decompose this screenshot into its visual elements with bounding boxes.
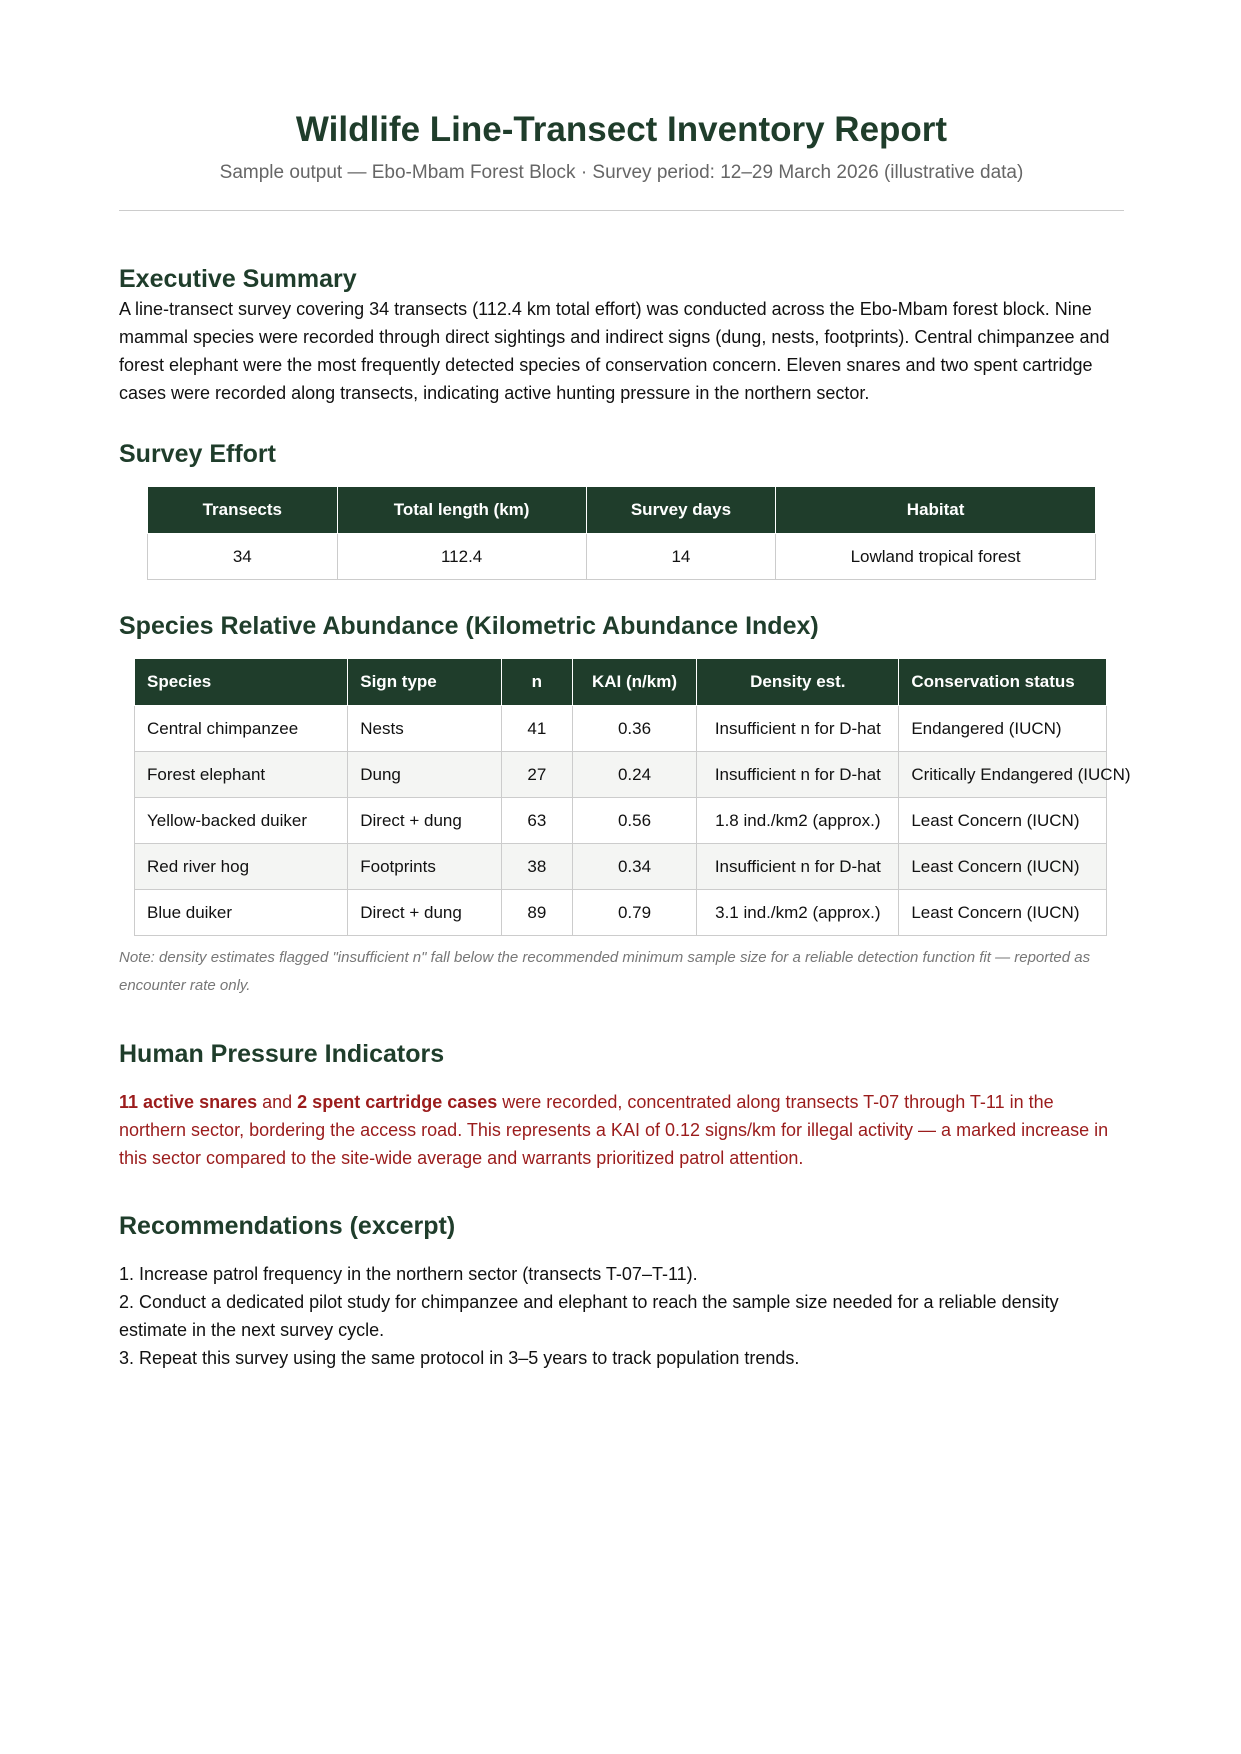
column-header: Habitat bbox=[776, 487, 1096, 534]
header-divider bbox=[119, 210, 1124, 211]
pressure-connector: and bbox=[257, 1092, 298, 1112]
report-subtitle: Sample output — Ebo-Mbam Forest Block · Survey period: 12–29 March 2026 (illustrative data) bbox=[219, 162, 1024, 183]
table-row bbox=[135, 890, 1107, 936]
table-cell: 0.24 bbox=[572, 752, 697, 798]
table-cell: Least Concern (IUCN) bbox=[899, 844, 1107, 890]
table-cell: Direct + dung bbox=[348, 890, 502, 936]
table-cell: 34 bbox=[148, 534, 338, 580]
table-cell: Central chimpanzee bbox=[135, 706, 348, 752]
human-pressure-heading: Human Pressure Indicators bbox=[119, 1040, 445, 1068]
column-header: Survey days bbox=[586, 487, 776, 534]
table-cell: 0.36 bbox=[572, 706, 697, 752]
table-cell: 0.34 bbox=[572, 844, 697, 890]
table-cell: Least Concern (IUCN) bbox=[899, 798, 1107, 844]
table-header-row bbox=[135, 659, 1107, 706]
survey-effort-heading: Survey Effort bbox=[119, 440, 276, 468]
table-cell: Dung bbox=[348, 752, 502, 798]
table-cell: 3.1 ind./km2 (approx.) bbox=[697, 890, 899, 936]
recommendations-heading: Recommendations (excerpt) bbox=[119, 1212, 456, 1240]
table-cell: Endangered (IUCN) bbox=[899, 706, 1107, 752]
table-cell: Blue duiker bbox=[135, 890, 348, 936]
table-cell: Critically Endangered (IUCN) bbox=[899, 752, 1107, 798]
table-cell: 0.56 bbox=[572, 798, 697, 844]
executive-summary-heading: Executive Summary bbox=[119, 265, 357, 293]
table-cell: Yellow-backed duiker bbox=[135, 798, 348, 844]
list-item: 1. Increase patrol frequency in the northern sector (transects T-07–T-11). bbox=[119, 1264, 698, 1284]
cartridges-count: 2 spent cartridge cases bbox=[297, 1092, 498, 1112]
table-cell: 63 bbox=[502, 798, 573, 844]
column-header: Conservation status bbox=[899, 659, 1107, 706]
table-cell: Insufficient n for D-hat bbox=[697, 844, 899, 890]
table-cell: Direct + dung bbox=[348, 798, 502, 844]
table-cell: 112.4 bbox=[337, 534, 586, 580]
column-header: Species bbox=[135, 659, 348, 706]
table-cell: Lowland tropical forest bbox=[776, 534, 1096, 580]
table-cell: Insufficient n for D-hat bbox=[697, 752, 899, 798]
report-page bbox=[119, 0, 1131, 1372]
table-cell: 38 bbox=[502, 844, 573, 890]
list-item: 3. Repeat this survey using the same protocol in 3–5 years to track population trends. bbox=[119, 1348, 800, 1368]
column-header: Density est. bbox=[697, 659, 899, 706]
column-header: Total length (km) bbox=[337, 487, 586, 534]
table-cell: 0.79 bbox=[572, 890, 697, 936]
column-header: KAI (n/km) bbox=[572, 659, 697, 706]
table-row bbox=[135, 752, 1107, 798]
table-cell: 41 bbox=[502, 706, 573, 752]
table-cell: Nests bbox=[348, 706, 502, 752]
table-cell: 14 bbox=[586, 534, 776, 580]
table-cell: Forest elephant bbox=[135, 752, 348, 798]
table-cell: Red river hog bbox=[135, 844, 348, 890]
table-cell: Least Concern (IUCN) bbox=[899, 890, 1107, 936]
report-title: Wildlife Line-Transect Inventory Report bbox=[295, 110, 948, 149]
list-item: 2. Conduct a dedicated pilot study for chimpanzee and elephant to reach the sample size needed for a reliable density estimate in the next survey cycle. bbox=[119, 1292, 1059, 1340]
table-header-row bbox=[148, 487, 1096, 534]
species-abundance-heading: Species Relative Abundance (Kilometric Abundance Index) bbox=[119, 612, 819, 640]
column-header: Sign type bbox=[348, 659, 502, 706]
column-header: Transects bbox=[148, 487, 338, 534]
table-cell: 27 bbox=[502, 752, 573, 798]
table-cell: Footprints bbox=[348, 844, 502, 890]
species-abundance-table bbox=[134, 658, 1131, 936]
survey-effort-table bbox=[147, 486, 1096, 580]
table-row bbox=[148, 534, 1096, 580]
table-row bbox=[135, 844, 1107, 890]
column-header: n bbox=[502, 659, 573, 706]
pressure-details: were recorded, concentrated along transects T-07 through T-11 in the northern sector, bordering the access road. This represents a KAI of 0.12 signs/km for illegal activity — a marked increase in this sector compared to the site-wide average and warrants prioritized patrol attention. bbox=[119, 1092, 1109, 1168]
table-row bbox=[135, 798, 1107, 844]
table-row bbox=[135, 706, 1107, 752]
table-cell: 1.8 ind./km2 (approx.) bbox=[697, 798, 899, 844]
table-cell: Insufficient n for D-hat bbox=[697, 706, 899, 752]
executive-summary-text: A line-transect survey covering 34 transects (112.4 km total effort) was conducted across the Ebo-Mbam forest block. Nine mammal species were recorded through direct sightings and indirect signs (dung, nests, footprints). Central chimpanzee and forest elephant were the most frequently detected species of conservation concern. Eleven snares and two spent cartridge cases were recorded along transects, indicating active hunting pressure in the northern sector. bbox=[119, 299, 1110, 403]
recommendations-list bbox=[119, 1260, 1124, 1372]
human-pressure-text bbox=[119, 1088, 1124, 1172]
snares-count: 11 active snares bbox=[119, 1092, 258, 1112]
table-cell: 89 bbox=[502, 890, 573, 936]
density-note: Note: density estimates flagged "insufficient n" fall below the recommended minimum sample size for a reliable detection function fit — reported as encounter rate only. bbox=[119, 949, 1091, 994]
